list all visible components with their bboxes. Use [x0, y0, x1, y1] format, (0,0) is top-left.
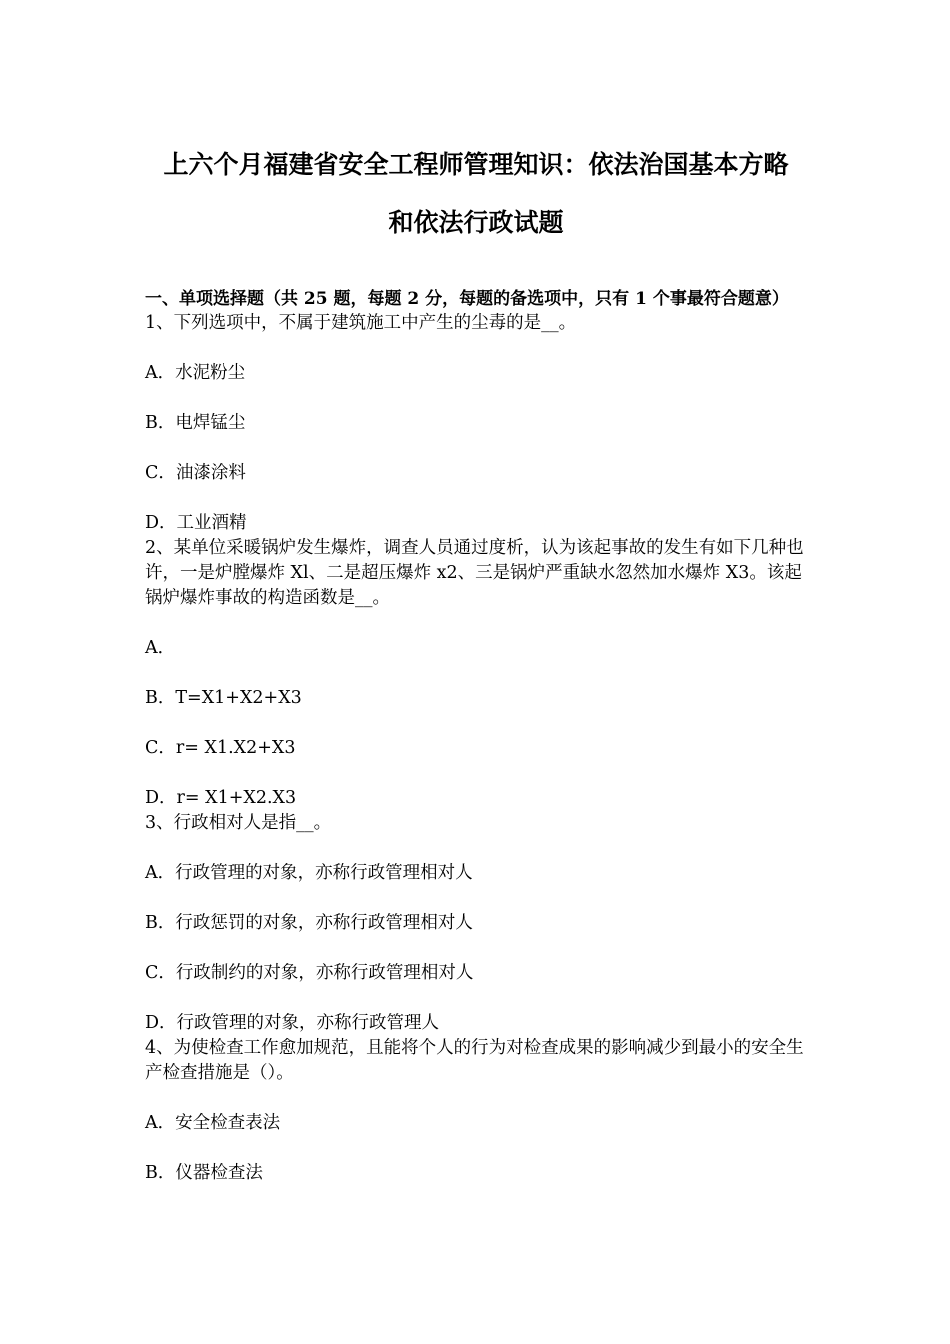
option-b: B．行政惩罚的对象，亦称行政管理相对人	[145, 913, 473, 933]
option-b: B．T=X1+X2+X3	[145, 688, 302, 708]
option-b: B．仪器检查法	[145, 1163, 263, 1183]
option-b: B．电焊锰尘	[145, 413, 246, 433]
option-c: C．r= X1.X2+X3	[145, 738, 296, 758]
option-a: A．	[145, 638, 176, 658]
question-block-2	[145, 536, 807, 811]
option-c: C．行政制约的对象，亦称行政管理相对人	[145, 963, 474, 983]
option-a: A．行政管理的对象，亦称行政管理相对人	[145, 863, 473, 883]
question-text: 3、行政相对人是指__。	[145, 813, 332, 833]
document-title-line-2: 和依法行政试题	[388, 208, 564, 237]
option-d: D．行政管理的对象，亦称行政管理人	[145, 1013, 440, 1033]
question-text: 4、为使检查工作愈加规范，且能将个人的行为对检查成果的影响减少到最小的安全生产检查措施是（）。	[145, 1038, 804, 1083]
question-block-1	[145, 311, 807, 536]
question-text: 2、某单位采暖锅炉发生爆炸，调查人员通过度析，认为该起事故的发生有如下几种也许，一是炉膛爆炸 Xl、二是超压爆炸 x2、三是锅炉严重缺水忽然加水爆炸 X3。该起锅炉爆炸事故的构造函数是__。	[145, 538, 804, 608]
section-header: 一、单项选择题（共 25 题，每题 2 分，每题的备选项中，只有 1 个事最符合题意）	[145, 289, 789, 309]
question-text: 1、下列选项中，不属于建筑施工中产生的尘毒的是__。	[145, 313, 577, 333]
question-block-3	[145, 811, 807, 1036]
option-d: D．r= X1+X2.X3	[145, 788, 297, 808]
option-a: A．水泥粉尘	[145, 363, 246, 383]
option-a: A．安全检查表法	[145, 1113, 281, 1133]
document-page	[145, 150, 807, 1186]
document-title-line-1: 上六个月福建省安全工程师管理知识：依法治国基本方略	[163, 150, 789, 179]
option-c: C．油漆涂料	[145, 463, 246, 483]
question-block-4	[145, 1036, 807, 1186]
option-d: D．工业酒精	[145, 513, 247, 533]
